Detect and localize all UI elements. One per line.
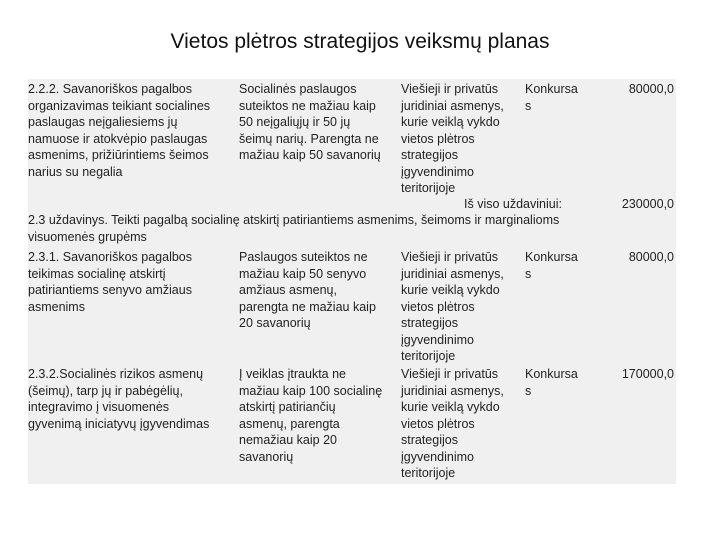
row-indicator: Paslaugos suteiktos ne mažiau kaip 50 senyvo amžiaus asmenų, parengta ne mažiau kaip 20 savanorių <box>239 250 376 330</box>
row-selection-method: Konkursa s <box>525 82 578 113</box>
row-indicator: Į veiklas įtraukta ne mažiau kaip 100 socialinę atskirtį patiriančių asmenų, parengta nemažiau kaip 20 savanorių <box>239 367 383 464</box>
subtotal-label: Iš viso uždaviniui: <box>464 197 562 211</box>
task-heading-line-2: visuomenės grupėms <box>28 230 147 244</box>
row-amount: 170000,0 <box>621 367 674 381</box>
row-amount: 80000,0 <box>628 250 674 264</box>
row-activity: 2.3.1. Savanoriškos pagalbos teikimas socialinę atskirtį patiriantiems senyvo amžiaus asmenims <box>28 250 192 314</box>
row-indicator: Socialinės paslaugos suteiktos ne mažiau kaip 50 neįgaliųjų ir 50 jų šeimų narių. Parengta ne mažiau kaip 50 savanorių <box>239 82 381 162</box>
row-activity: 2.2.2. Savanoriškos pagalbos organizavimas teikiant socialines paslaugas neįgaliesiems jų namuose ir atokvėpio paslaugas asmenims, prižiūrintiems šeimos narius su negalia <box>28 82 211 179</box>
row-selection-method: Konkursa s <box>525 367 578 398</box>
row-selection-method: Konkursa s <box>525 250 578 281</box>
subtotal-amount: 230000,0 <box>621 197 674 211</box>
action-plan-table <box>28 79 676 484</box>
page-title: Vietos plėtros strategijos veiksmų planas <box>170 30 550 53</box>
row-applicants: Viešieji ir privatūs juridiniai asmenys, kurie veiklą vykdo vietos plėtros strategijos įgyvendinimo teritorijoje <box>401 367 504 480</box>
task-heading-line-1: 2.3 uždavinys. Teikti pagalbą socialinę atskirtį patiriantiems asmenims, šeimoms ir marginalioms <box>28 213 560 227</box>
row-activity: 2.3.2.Socialinės rizikos asmenų (šeimų), tarp jų ir pabėgėlių, integravimo į visuomenės gyvenimą iniciatyvų įgyvendimas <box>28 367 210 431</box>
row-amount: 80000,0 <box>628 82 674 96</box>
row-applicants: Viešieji ir privatūs juridiniai asmenys, kurie veiklą vykdo vietos plėtros strategijos įgyvendinimo teritorijoje <box>401 250 504 363</box>
row-applicants: Viešieji ir privatūs juridiniai asmenys, kurie veiklą vykdo vietos plėtros strategijos įgyvendinimo teritorijoje <box>401 82 504 195</box>
